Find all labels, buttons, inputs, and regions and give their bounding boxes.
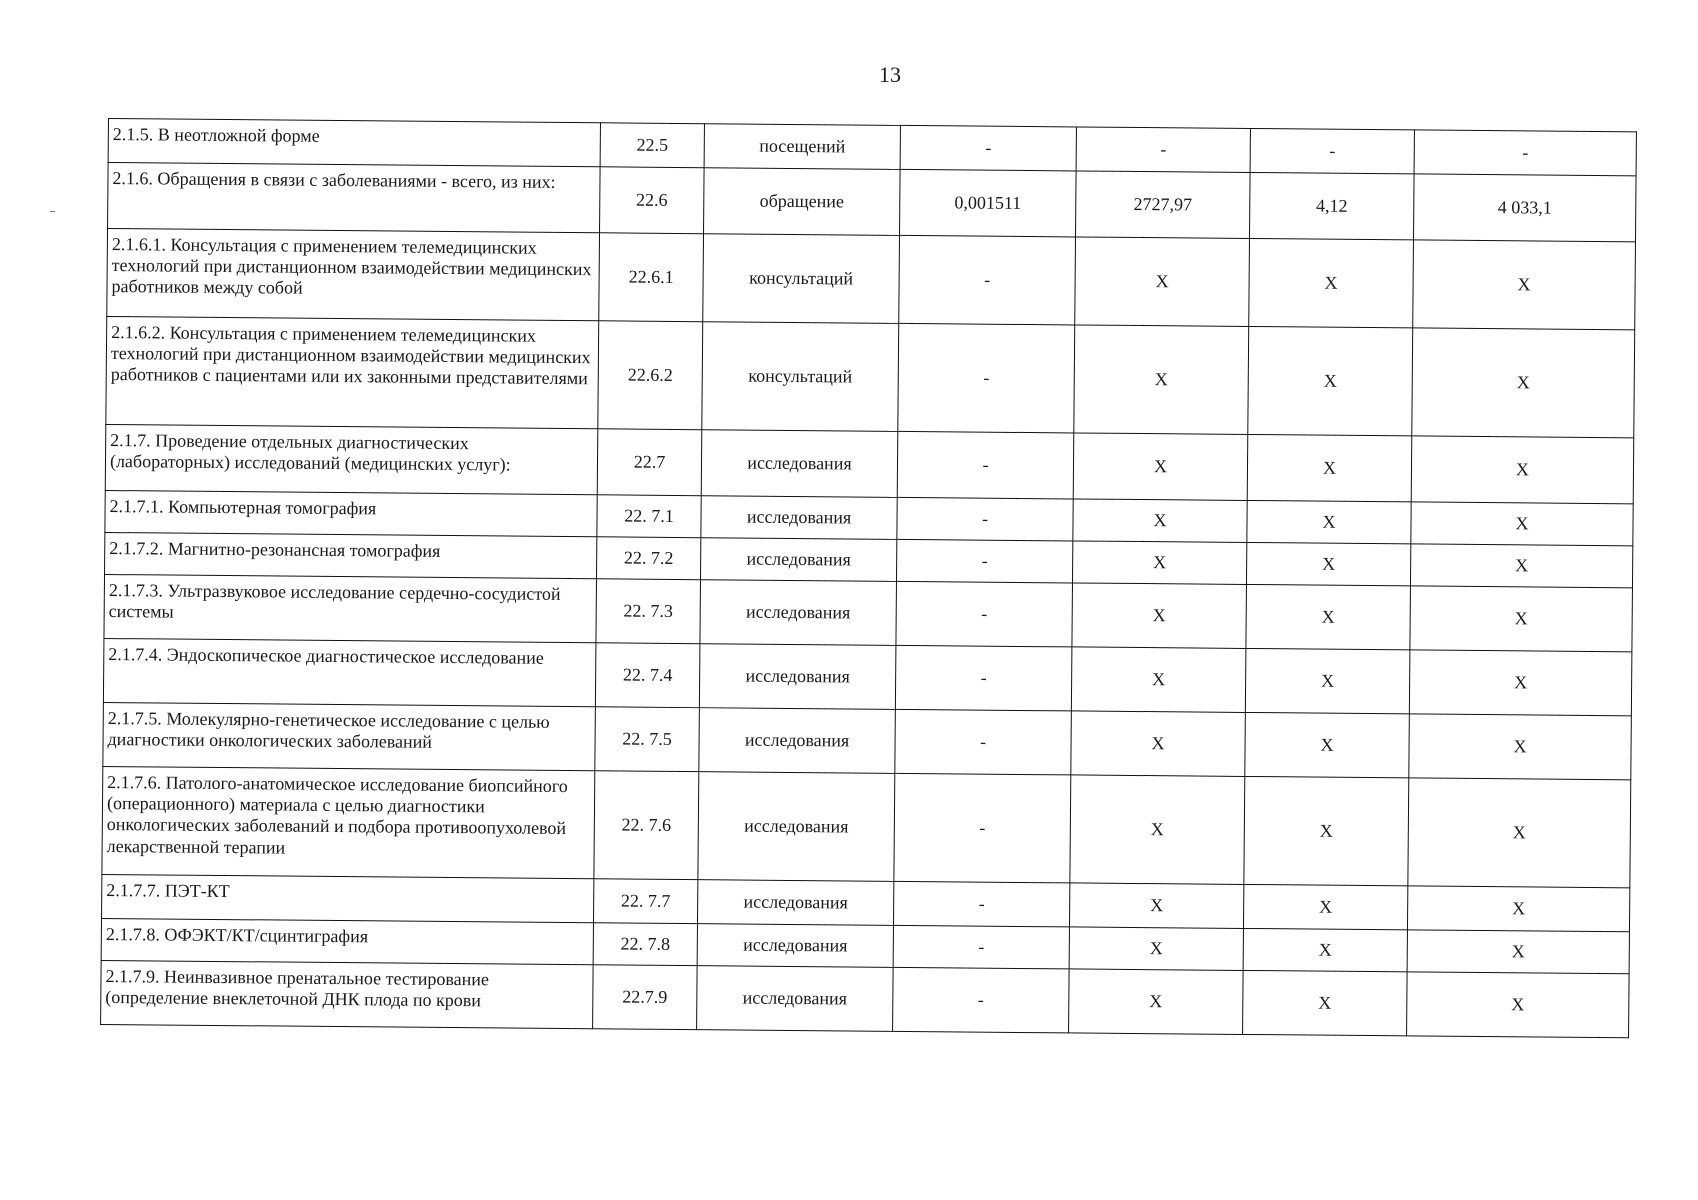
row-code: 22.6.2	[598, 321, 703, 430]
row-unit: исследования	[697, 966, 894, 1032]
row-code: 22. 7.1	[597, 495, 701, 538]
row-code: 22.6.1	[599, 233, 704, 322]
row-value-3: X	[1248, 326, 1413, 435]
row-value-4: X	[1410, 544, 1632, 588]
row-description: 2.1.6.1. Консультация с применением телемедицинских технологий при дистанционном взаимодействии медицинских работников между собой	[107, 229, 600, 321]
row-code: 22. 7.5	[595, 707, 700, 772]
row-value-2: -	[1076, 127, 1250, 173]
row-unit: исследования	[698, 772, 895, 882]
row-value-4: X	[1413, 240, 1636, 330]
row-value-4: X	[1408, 778, 1631, 888]
row-description: 2.1.7.8. ОФЭКТ/КТ/сцинтиграфия	[101, 918, 593, 964]
row-code: 22.7	[597, 429, 702, 496]
row-code: 22. 7.4	[595, 643, 700, 708]
row-value-1: -	[896, 581, 1073, 647]
row-code: 22.5	[600, 123, 704, 168]
row-value-3: X	[1243, 884, 1407, 929]
row-code: 22. 7.8	[593, 923, 697, 966]
row-code: 22. 7.6	[594, 771, 699, 880]
row-value-1: -	[900, 125, 1076, 171]
table-row	[107, 229, 1636, 330]
row-value-1: -	[897, 497, 1073, 541]
row-value-2: X	[1070, 775, 1245, 885]
row-value-1: -	[893, 881, 1069, 927]
row-value-4: X	[1410, 586, 1633, 652]
row-unit: посещений	[704, 124, 900, 170]
row-value-2: X	[1074, 325, 1249, 435]
row-value-4: X	[1407, 930, 1629, 974]
row-value-1: -	[898, 323, 1075, 433]
row-value-1: -	[897, 431, 1074, 499]
row-value-4: X	[1412, 328, 1635, 438]
row-unit: исследования	[701, 496, 897, 540]
row-code: 22. 7.2	[596, 537, 700, 580]
row-value-1: -	[895, 645, 1072, 711]
scan-artifact	[50, 211, 55, 212]
row-value-2: X	[1069, 927, 1243, 971]
row-value-3: X	[1247, 434, 1412, 501]
row-unit: консультаций	[703, 234, 900, 324]
row-description: 2.1.7.9. Неинвазивное пренатальное тестирование (определение внеклеточной ДНК плода по крови	[101, 960, 594, 1028]
row-value-3: 4,12	[1249, 172, 1414, 239]
row-unit: консультаций	[702, 322, 899, 432]
row-value-4: X	[1407, 972, 1630, 1038]
row-value-3: X	[1243, 928, 1407, 971]
row-code: 22. 7.3	[596, 579, 701, 644]
row-value-2: X	[1072, 541, 1246, 585]
row-description: 2.1.7.6. Патолого-анатомическое исследование биопсийного (операционного) материала с целью диагностики онкологических заболеваний и подбора противоопухолевой лекарственной терапии	[102, 766, 595, 878]
row-value-4: X	[1409, 714, 1632, 780]
row-value-1: -	[893, 967, 1070, 1033]
row-unit: исследования	[700, 580, 897, 646]
indicators-table	[100, 118, 1637, 1038]
row-unit: исследования	[700, 538, 896, 582]
row-unit: исследования	[699, 644, 896, 710]
row-description: 2.1.5. В неотложной форме	[108, 119, 600, 167]
row-code: 22.6	[600, 167, 705, 234]
row-value-4: X	[1411, 436, 1634, 504]
row-value-3: X	[1243, 970, 1408, 1035]
row-value-1: -	[893, 925, 1069, 969]
row-value-4: X	[1407, 886, 1629, 932]
row-description: 2.1.7. Проведение отдельных диагностических (лабораторных) исследований (медицинских услуг):	[105, 424, 598, 494]
row-description: 2.1.7.1. Компьютерная томография	[105, 490, 597, 536]
page-number: 13	[879, 62, 901, 87]
row-value-2: X	[1073, 499, 1247, 543]
row-value-2: X	[1075, 237, 1250, 327]
row-value-3: X	[1246, 584, 1411, 649]
row-description: 2.1.7.5. Молекулярно-генетическое исследование с целью диагностики онкологических заболеваний	[103, 702, 596, 770]
row-value-4: 4 033,1	[1413, 174, 1636, 242]
row-unit: исследования	[697, 924, 893, 968]
row-value-2: X	[1073, 433, 1248, 501]
row-unit: исследования	[701, 430, 898, 498]
row-value-4: -	[1414, 130, 1636, 176]
row-unit: исследования	[697, 880, 893, 926]
row-value-1: -	[895, 709, 1072, 775]
row-value-3: -	[1250, 128, 1414, 173]
row-description: 2.1.7.4. Эндоскопическое диагностическое исследование	[103, 638, 596, 706]
row-value-1: -	[896, 539, 1072, 583]
row-description: 2.1.7.3. Ультразвуковое исследование сердечно-сосудистой системы	[104, 574, 597, 642]
row-value-3: X	[1245, 648, 1410, 713]
row-description: 2.1.6.2. Консультация с применением телемедицинских технологий при дистанционном взаимодействии медицинских работников с пациентами или их законными представителями	[106, 316, 599, 428]
row-value-2: X	[1069, 883, 1243, 929]
row-description: 2.1.6. Обращения в связи с заболеваниями - всего, из них:	[108, 163, 601, 233]
row-value-2: X	[1069, 969, 1244, 1035]
table-row	[101, 960, 1630, 1037]
table-row	[106, 316, 1635, 437]
row-value-3: X	[1244, 776, 1409, 885]
row-value-4: X	[1409, 650, 1632, 716]
row-code: 22.7.9	[593, 965, 698, 1030]
row-value-1: 0,001511	[900, 169, 1077, 237]
table-row	[102, 766, 1631, 887]
row-value-2: X	[1072, 583, 1247, 649]
row-description: 2.1.7.2. Магнитно-резонансная томография	[105, 532, 597, 578]
row-unit: обращение	[704, 168, 901, 236]
row-value-1: -	[894, 773, 1071, 883]
row-unit: исследования	[699, 708, 896, 774]
row-value-4: X	[1411, 502, 1633, 546]
row-value-3: X	[1249, 238, 1414, 327]
row-value-3: X	[1245, 712, 1410, 777]
row-value-2: 2727,97	[1075, 171, 1250, 239]
row-description: 2.1.7.7. ПЭТ-КТ	[102, 874, 594, 922]
row-value-1: -	[899, 235, 1076, 325]
row-value-2: X	[1071, 647, 1246, 713]
row-code: 22. 7.7	[593, 879, 697, 924]
row-value-3: X	[1247, 500, 1411, 543]
row-value-3: X	[1246, 542, 1410, 585]
document-table-container	[100, 118, 1636, 1038]
row-value-2: X	[1071, 711, 1246, 777]
